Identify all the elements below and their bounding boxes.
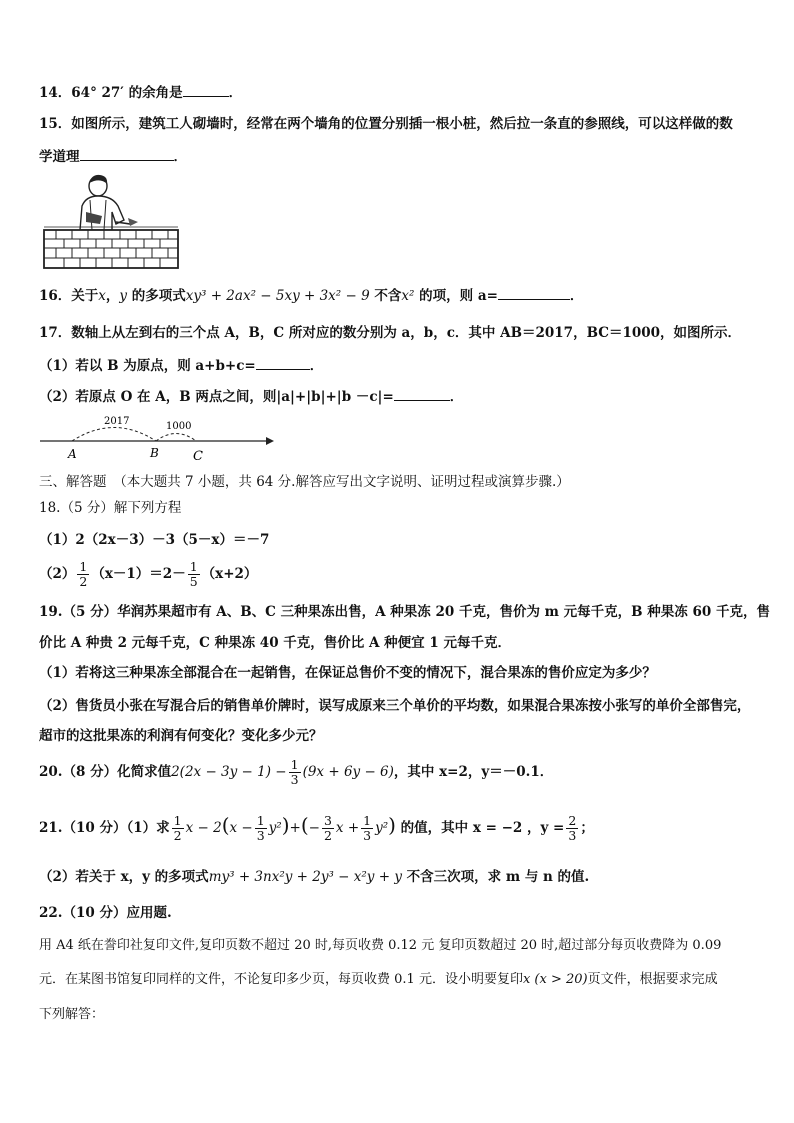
q17-sub2-text: （2）若原点 O 在 A，B 两点之间，则|a|+|b|+|b －c|= <box>39 389 394 405</box>
q21-paren-close: ) <box>281 813 290 837</box>
q14-tail: ． <box>228 85 243 101</box>
q21-f4 <box>361 814 373 843</box>
q21-f2-num: 1 <box>256 813 265 828</box>
q18-frac2-num: 1 <box>189 559 198 574</box>
q16-prefix: 16．关于 <box>39 288 99 304</box>
q16-suffix: 的项，则 a= <box>414 288 498 304</box>
q14-text: 14．64° 27′ 的余角是 <box>39 85 183 101</box>
q15-line2 <box>39 147 187 166</box>
q21-a1: x − 2 <box>185 820 222 836</box>
q22-title: 22.（10 分）应用题. <box>39 905 172 921</box>
arc-bc <box>156 434 196 442</box>
q16-term: x² <box>401 288 415 304</box>
q18-eq2 <box>39 556 257 592</box>
q17-sub1-blank[interactable] <box>256 356 310 370</box>
q16-blank[interactable] <box>498 286 570 300</box>
label-bc: 1000 <box>166 421 192 432</box>
q21-tail: ； <box>580 820 594 836</box>
q21-a7: y² <box>375 820 389 836</box>
axis-arrow-icon <box>266 437 274 445</box>
q21-f4-num: 1 <box>363 813 372 828</box>
q20-pre: 20.（8 分）化简求值 <box>39 764 172 780</box>
q21-a3: y² <box>268 820 282 836</box>
point-c-label: C <box>193 449 203 462</box>
q17-sub1-text: （1）若以 B 为原点，则 a+b+c= <box>39 358 256 374</box>
q17-sub2-blank[interactable] <box>394 387 450 401</box>
q15-blank[interactable] <box>80 147 174 161</box>
q21-f5-num: 2 <box>568 813 577 828</box>
q21-paren2-open: ( <box>300 813 309 837</box>
q18-frac1 <box>77 560 89 589</box>
q21-f4-den: 3 <box>363 828 372 843</box>
q20 <box>39 754 553 790</box>
q19-line1: 19.（5 分）华润苏果超市有 A、B、C 三种果冻出售，A 种果冻 20 千克，售价为 m 元每千克，B 种果冻 60 千克，售 <box>39 604 770 620</box>
q19-sub2b: 超市的这批果冻的利润有何变化？变化多少元？ <box>39 728 323 744</box>
q21-f1 <box>172 814 184 843</box>
q16 <box>39 286 583 305</box>
q22-line2-tail: 页文件，根据要求完成 <box>587 972 718 987</box>
q17-sub2 <box>39 387 463 406</box>
q17-sub2-tail: ． <box>449 389 464 405</box>
q18-eq2-pre: （2） <box>39 566 76 582</box>
q16-var-y: y <box>119 288 128 304</box>
q18-title: 18.（5 分）解下列方程 <box>39 500 182 516</box>
q16-not-contain: 不含 <box>369 288 402 304</box>
q21-paren-open: ( <box>221 813 230 837</box>
q15-tail: ． <box>173 149 187 165</box>
q18-frac1-num: 1 <box>79 559 88 574</box>
label-ab: 2017 <box>104 416 130 427</box>
q21-f3-den: 2 <box>323 828 332 843</box>
q18-frac2 <box>188 560 200 589</box>
q15-line1: 15．如图所示，建筑工人砌墙时，经常在两个墙角的位置分别插一根小桩，然后拉一条直的参照线，可以这样做的数 <box>39 116 733 132</box>
section-3-heading: 三、解答题 （本大题共 7 小题，共 64 分.解答应写出文字说明、证明过程或演算步骤.） <box>39 474 570 490</box>
q21-a6: x + <box>335 820 360 836</box>
arc-ab <box>72 428 156 442</box>
q19-line2: 价比 A 种贵 2 元每千克，C 种果冻 40 千克，售价比 A 种便宜 1 元每千克． <box>39 635 511 651</box>
q19-sub2a: （2）售货员小张在写混合后的销售单价牌时，误写成原来三个单价的平均数，如果混合果冻按小张写的单价全部售完， <box>39 698 751 714</box>
q16-expression: xy³ + 2ax² − 5xy + 3x² − 9 <box>185 288 370 304</box>
q21-a4: + <box>289 820 301 836</box>
q18-frac1-den: 2 <box>79 574 88 589</box>
q16-tail: ． <box>569 288 584 304</box>
q22-line2 <box>39 971 718 989</box>
q21-sub2-expr: my³ + 3nx²y + 2y³ − x²y + y <box>208 869 402 885</box>
q21-mid: 的值，其中 x = −2 ，y = <box>395 820 565 836</box>
q15-line2-text: 学道理 <box>39 149 80 165</box>
point-a-label: A <box>68 447 77 461</box>
q21-sub2-tail: 不含三次项，求 m 与 n 的值. <box>401 869 590 885</box>
q14 <box>39 83 242 102</box>
q20-tail: ，其中 x=2，y＝－0.1． <box>393 764 554 780</box>
q22-line3: 下列解答： <box>39 1007 105 1022</box>
q21-part1 <box>39 806 594 847</box>
q18-eq2-tail: （x+2） <box>201 566 258 582</box>
q20-frac-den: 3 <box>290 772 299 787</box>
number-line-figure <box>38 414 278 462</box>
q21-f3-num: 3 <box>323 813 332 828</box>
q21-f2-den: 3 <box>256 828 265 843</box>
q21-sub2-pre: （2）若关于 x，y 的多项式 <box>39 869 209 885</box>
q18-eq2-mid: （x－1）＝2－ <box>91 566 186 582</box>
q22-line1: 用 A4 纸在誊印社复印文件,复印页数不超过 20 时,每页收费 0.12 元 复印页数超过 20 时,超过部分每页收费降为 0.09 <box>39 938 722 953</box>
q16-mid: 的多项式 <box>127 288 186 304</box>
q16-var-x: x <box>98 288 106 304</box>
q21-f3 <box>322 814 334 843</box>
q18-eq1: （1）2（2x－3）－3（5－x）＝－7 <box>39 532 270 548</box>
q21-f2 <box>255 814 267 843</box>
q20-expr-b: (9x + 6y − 6) <box>302 764 394 780</box>
bricklayer-illustration <box>42 172 180 272</box>
q17-line1: 17．数轴上从左到右的三个点 A，B，C 所对应的数分别为 a，b，c．其中 AB＝2017，BC＝1000，如图所示． <box>39 325 742 341</box>
q20-frac <box>289 758 301 787</box>
point-b-label: B <box>150 446 159 460</box>
q17-sub1 <box>39 356 323 375</box>
q20-expr-a: 2(2x − 3y − 1) − <box>171 764 287 780</box>
q21-f5-den: 3 <box>568 828 577 843</box>
q19-sub1: （1）若将这三种果冻全部混合在一起销售，在保证总售价不变的情况下，混合果冻的售价应定为多少？ <box>39 665 656 681</box>
q21-paren2-close: ) <box>388 813 396 837</box>
q22-line2-pre: 元．在某图书馆复印同样的文件，不论复印多少页，每页收费 0.1 元．设小明要复印 <box>39 972 523 987</box>
q17-sub1-tail: ． <box>309 358 324 374</box>
q21-f1-den: 2 <box>173 828 182 843</box>
q14-blank[interactable] <box>183 83 229 97</box>
q21-a5: − <box>308 820 320 836</box>
q20-frac-num: 1 <box>290 757 299 772</box>
q21-part2 <box>39 868 589 886</box>
q21-f1-num: 1 <box>173 813 182 828</box>
q21-a2: x − <box>229 820 253 836</box>
q21-f5 <box>566 814 578 843</box>
q18-frac2-den: 5 <box>189 574 198 589</box>
q22-line2-expr: x (x > 20) <box>522 972 588 987</box>
q21-pre: 21.（10 分）（1）求 <box>39 820 170 836</box>
q16-sep: ， <box>105 288 120 304</box>
